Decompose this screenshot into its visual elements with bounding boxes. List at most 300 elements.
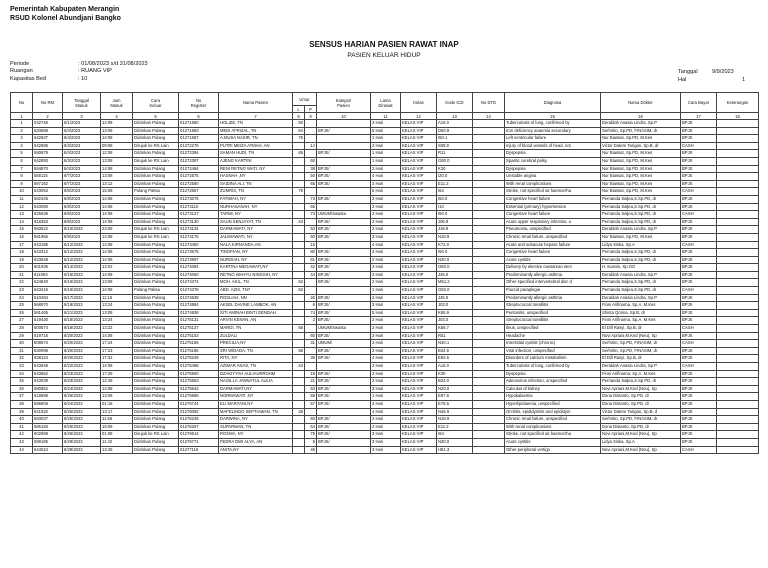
table-cell: 3 Hari	[371, 400, 401, 408]
table-cell: 1 Hari	[371, 157, 401, 165]
table-cell: 580852	[33, 385, 63, 393]
table-cell: NURHASANAH, NY	[219, 203, 293, 211]
table-cell: 14:08	[101, 218, 133, 226]
table-cell: 643039	[33, 378, 63, 386]
table-cell: BPJS/	[317, 294, 371, 302]
table-row	[11, 408, 759, 416]
table-cell: 2 Hari	[371, 363, 401, 371]
col-tanggal: Tanggal Masuk	[63, 93, 101, 113]
table-cell: BPJS/	[317, 317, 371, 325]
table-cell	[473, 355, 505, 363]
table-cell: KELAS VIP	[401, 241, 437, 249]
table-cell: ANITA,NY	[219, 446, 293, 454]
table-cell: 4 Hari	[371, 173, 401, 181]
table-cell: K65.9	[437, 309, 473, 317]
table-cell: 3 Hari	[371, 120, 401, 128]
table-cell: 8/10/2023	[63, 226, 101, 234]
table-cell: 643415	[33, 287, 63, 295]
table-cell	[473, 180, 505, 188]
table-cell: 3 Hari	[371, 438, 401, 446]
table-cell: 8/9/2023	[63, 203, 101, 211]
table-cell: 01275498	[179, 363, 219, 371]
table-cell: 8/25/2023	[63, 408, 101, 416]
table-cell: BPJS	[681, 279, 717, 287]
table-cell: BPJS/	[317, 127, 371, 135]
table-cell: UMUM/Swasta	[317, 325, 371, 333]
table-cell: UMUM/Swasta	[317, 211, 371, 219]
table-cell: KELAS VIP	[401, 317, 437, 325]
table-cell: 8/15/2023	[63, 271, 101, 279]
table-cell	[473, 142, 505, 150]
table-cell: KELAS VIP	[401, 347, 437, 355]
table-cell: Diizinkan Pulang	[133, 165, 179, 173]
table-cell: 589185	[33, 438, 63, 446]
table-cell: 23	[11, 287, 33, 295]
column-number: 16	[601, 113, 681, 120]
table-cell: Viral infection, unspecified	[505, 347, 601, 355]
table-cell: BPJS	[681, 135, 717, 143]
table-cell: 11:16	[101, 294, 133, 302]
column-number: 6	[179, 113, 219, 120]
table-cell: 12	[11, 203, 33, 211]
table-cell: 01275137	[179, 325, 219, 333]
table-cell: BPJS/	[317, 233, 371, 241]
table-cell: 01274378	[179, 287, 219, 295]
table-cell: Spastic cerebral palsy	[505, 157, 601, 165]
table-cell: BPJS/	[317, 332, 371, 340]
table-cell: BPJS	[681, 302, 717, 310]
table-cell: Other specified intervertebral disc d	[505, 279, 601, 287]
table-cell: K30	[437, 370, 473, 378]
table-cell	[473, 287, 505, 295]
table-cell: Deraldah Anasia Lindra, Sp.P	[601, 120, 681, 128]
table-cell: 39	[305, 355, 317, 363]
table-cell: 01275744	[179, 400, 219, 408]
table-cell: 14:08	[101, 203, 133, 211]
table-cell	[473, 385, 505, 393]
table-cell: 8/24/2023	[63, 385, 101, 393]
table-cell: 14:08	[101, 211, 133, 219]
table-cell	[305, 218, 317, 226]
table-cell: FATIMAH, NY	[219, 195, 293, 203]
col-no: No	[11, 93, 33, 113]
table-cell	[317, 408, 371, 416]
table-cell: BPJS	[681, 271, 717, 279]
table-cell: BPJS	[681, 127, 717, 135]
table-cell: K30	[437, 165, 473, 173]
table-cell: 75	[293, 135, 305, 143]
table-cell: KELAS VIP	[401, 287, 437, 295]
table-cell	[293, 370, 305, 378]
table-cell: G82.0	[437, 287, 473, 295]
table-cell: KELAS VIP	[401, 355, 437, 363]
table-cell	[305, 188, 317, 196]
table-cell	[473, 241, 505, 249]
table-cell: 8/3/2023	[63, 142, 101, 150]
table-cell: Diizinkan Pulang	[133, 325, 179, 333]
table-cell	[473, 271, 505, 279]
table-cell: Deraldah Anasia Lindra, Sp.P	[601, 294, 681, 302]
table-cell: 14:08	[101, 165, 133, 173]
table-cell: 580679	[33, 150, 63, 158]
table-cell: 4 Hari	[371, 355, 401, 363]
table-row	[11, 340, 759, 348]
table-cell	[473, 203, 505, 211]
table-cell	[293, 233, 305, 241]
table-cell: 12:49	[101, 378, 133, 386]
column-number: 1	[11, 113, 33, 120]
table-cell: Diizinkan Pulang	[133, 264, 179, 272]
table-cell	[473, 431, 505, 439]
table-cell	[317, 142, 371, 150]
table-cell: Diizinkan Pulang	[133, 302, 179, 310]
column-number: 13	[437, 113, 473, 120]
table-cell	[473, 378, 505, 386]
table-row	[11, 317, 759, 325]
table-cell: El Dill Rasyi, Sp.B, dr	[601, 355, 681, 363]
table-cell: N30.1	[437, 340, 473, 348]
table-cell	[473, 157, 505, 165]
table-cell: 14:08	[101, 363, 133, 371]
table-cell	[473, 218, 505, 226]
table-cell: Dona Distanto, Sp.PD, dr	[601, 423, 681, 431]
table-row	[11, 416, 759, 424]
table-cell: E11.2	[437, 180, 473, 188]
table-cell: Pernanda Saljea,S.Sp.PD, dr	[601, 378, 681, 386]
kapasitas-label: Kapasitas Bed	[10, 75, 47, 82]
table-cell: 64	[293, 127, 305, 135]
table-cell: BPJS/	[317, 423, 371, 431]
header-row	[11, 93, 759, 106]
table-cell: BPJS	[681, 385, 717, 393]
table-cell: Finni Arifinarna, Sp.A. M.Kes	[601, 317, 681, 325]
table-cell: 36	[11, 385, 33, 393]
table-cell	[473, 264, 505, 272]
table-cell: 1 Hari	[371, 150, 401, 158]
table-cell: 01274374	[179, 279, 219, 287]
table-cell: 13:08	[101, 173, 133, 181]
table-cell: Diizinkan Pulang	[133, 127, 179, 135]
table-cell: Congestive heart failure	[505, 249, 601, 257]
table-cell	[717, 393, 759, 401]
table-cell: SUPARMAN, TN	[219, 423, 293, 431]
table-cell: 16	[11, 233, 33, 241]
table-cell	[293, 249, 305, 257]
table-cell: Other peripheral vertigo	[505, 446, 601, 454]
table-cell	[293, 256, 305, 264]
table-cell: 01272657	[179, 188, 219, 196]
table-cell	[717, 165, 759, 173]
table-cell: Pernanda Saljea,S.Sp.PD, dr	[601, 195, 681, 203]
table-cell: Diizinkan Pulang	[133, 416, 179, 424]
table-cell: 8/24/2023	[63, 400, 101, 408]
table-cell	[473, 195, 505, 203]
table-cell: J18.9	[437, 226, 473, 234]
col-kodeicd: Kode ICD	[437, 93, 473, 113]
table-cell: J45.0	[437, 271, 473, 279]
table-cell: 8/15/2023	[63, 279, 101, 287]
table-cell	[717, 438, 759, 446]
table-cell: 80	[305, 249, 317, 257]
table-cell: 4 Hari	[371, 408, 401, 416]
table-cell	[293, 264, 305, 272]
table-cell: Diizinkan Pulang	[133, 120, 179, 128]
table-cell: BPJS/	[317, 226, 371, 234]
table-cell: CASH	[681, 446, 717, 454]
table-cell	[717, 271, 759, 279]
table-cell: Diizinkan Pulang	[133, 317, 179, 325]
table-cell: 01272580	[179, 180, 219, 188]
table-cell	[717, 120, 759, 128]
table-cell	[717, 363, 759, 371]
table-cell	[293, 157, 305, 165]
table-cell	[473, 233, 505, 241]
table-cell: 25	[11, 302, 33, 310]
table-cell: 35	[11, 378, 33, 386]
table-cell: 630096	[33, 347, 63, 355]
table-cell: Diizinkan Pulang	[133, 150, 179, 158]
table-cell: BPJS/	[317, 165, 371, 173]
table-cell: 15	[305, 241, 317, 249]
table-cell: 21	[305, 378, 317, 386]
table-cell: Novi Apriani,M.Ked (Neu), Sp	[601, 332, 681, 340]
table-cell: Congestive heart failure	[505, 211, 601, 219]
table-cell: Diizinkan Pulang	[133, 400, 179, 408]
table-cell: Hypokalaemia	[505, 393, 601, 401]
table-cell: Tuberculosis of lung, confirmed by	[505, 120, 601, 128]
table-cell	[293, 332, 305, 340]
table-cell: J03.0	[437, 302, 473, 310]
table-row	[11, 135, 759, 143]
table-cell: 17	[11, 241, 33, 249]
table-cell: 60	[305, 233, 317, 241]
table-cell: Deraldah Anasia Lindra, Sp.P	[601, 363, 681, 371]
table-cell: 13:08	[101, 157, 133, 165]
table-cell: 8/8/2023	[63, 188, 101, 196]
table-cell: 01273480	[179, 241, 219, 249]
table-cell: Diizinkan Pulang	[133, 180, 179, 188]
table-cell: 642837	[33, 135, 63, 143]
table-cell: BPJS/	[317, 347, 371, 355]
table-cell	[317, 241, 371, 249]
table-cell	[473, 317, 505, 325]
column-number: 9	[305, 113, 317, 120]
table-cell: CASH	[681, 325, 717, 333]
table-cell: 11:56	[101, 416, 133, 424]
table-cell: Diizinkan Pulang	[133, 332, 179, 340]
table-cell: 64	[305, 423, 317, 431]
table-cell: 587162	[33, 180, 63, 188]
col-lama: Lama Dirawat	[371, 93, 401, 113]
table-cell: BPJS	[681, 226, 717, 234]
col-norm: No RM	[33, 93, 63, 113]
table-cell: BPJS/	[317, 218, 371, 226]
periode-label: Periode	[10, 61, 30, 67]
table-cell: BPJS	[681, 180, 717, 188]
table-cell: Dirujuk ke RS Lain	[133, 233, 179, 241]
table-cell: BPJS/	[317, 385, 371, 393]
table-cell	[717, 287, 759, 295]
table-cell: Dirujuk ke RS Lain	[133, 226, 179, 234]
table-cell: BPJS	[681, 416, 717, 424]
table-row	[11, 332, 759, 340]
table-cell: Diizinkan Pulang	[133, 347, 179, 355]
table-cell: KELAS VIP	[401, 400, 437, 408]
table-cell: 63	[305, 385, 317, 393]
table-cell	[293, 271, 305, 279]
table-cell: 18	[305, 370, 317, 378]
table-cell: Pernanda Saljea,S.Sp.PD, dr	[601, 287, 681, 295]
table-cell: KARTINA MEGAWATI,NY	[219, 264, 293, 272]
table-cell: 042746	[33, 120, 63, 128]
table-cell	[293, 309, 305, 317]
table-cell	[473, 165, 505, 173]
table-cell	[473, 423, 505, 431]
table-cell: 01277116	[179, 446, 219, 454]
table-row	[11, 264, 759, 272]
table-cell: Diizinkan Pulang	[133, 195, 179, 203]
table-cell: KELAS VIP	[401, 165, 437, 173]
table-cell: N18.9	[437, 416, 473, 424]
table-cell: BPJS	[681, 317, 717, 325]
table-cell: 8/12/2023	[63, 241, 101, 249]
table-cell: 644024	[33, 446, 63, 454]
table-cell: 8/20/2023	[63, 347, 101, 355]
table-cell: 6	[11, 157, 33, 165]
table-cell: I10	[437, 203, 473, 211]
table-cell: 594870	[33, 165, 63, 173]
table-cell: RETNO WAHYU NINGSIH, NY	[219, 271, 293, 279]
table-cell: Diizinkan Pulang	[133, 241, 179, 249]
table-cell	[293, 203, 305, 211]
col-jam: Jam Masuk	[101, 93, 133, 113]
table-cell: Dyspepsia	[505, 370, 601, 378]
table-cell: 28	[293, 408, 305, 416]
table-cell	[305, 135, 317, 143]
table-cell	[305, 287, 317, 295]
table-cell: 60	[305, 332, 317, 340]
table-cell: 01274050	[179, 271, 219, 279]
table-cell: 01275550	[179, 370, 219, 378]
table-cell: AZIMAR ANAS, TN	[219, 363, 293, 371]
table-cell: 34	[11, 370, 33, 378]
table-row	[11, 446, 759, 454]
table-cell: 44	[305, 271, 317, 279]
table-cell: 01275642	[179, 385, 219, 393]
table-cell: KELAS VIP	[401, 302, 437, 310]
table-cell	[293, 195, 305, 203]
table-cell	[317, 188, 371, 196]
table-row	[11, 203, 759, 211]
table-cell: 3 Hari	[371, 180, 401, 188]
table-cell: CASH	[681, 211, 717, 219]
table-cell: 32	[11, 355, 33, 363]
table-cell: 50	[293, 120, 305, 128]
table-cell: R51	[437, 332, 473, 340]
table-cell: BPJS/	[317, 438, 371, 446]
table-cell: Diizinkan Pulang	[133, 279, 179, 287]
table-row	[11, 180, 759, 188]
table-cell: Pernanda Saljea,S.Sp.PD, dr	[601, 211, 681, 219]
table-cell: BPJS	[681, 309, 717, 317]
table-cell: 01272394	[179, 150, 219, 158]
table-cell: 3 Hari	[371, 271, 401, 279]
table-cell: Pernanda Saljea,S.Sp.PD, dr	[601, 203, 681, 211]
table-cell: 13:12	[101, 180, 133, 188]
table-cell: 3 Hari	[371, 195, 401, 203]
column-number: 7	[219, 113, 293, 120]
table-cell: KELAS VIP	[401, 423, 437, 431]
table-cell: 01275688	[179, 393, 219, 401]
table-cell	[293, 340, 305, 348]
table-cell: D50.9	[437, 127, 473, 135]
table-cell: Stroke, not specified as haemorrha	[505, 431, 601, 439]
table-cell	[473, 135, 505, 143]
table-cell: Ileus, unspecified	[505, 325, 601, 333]
table-cell: 01273127	[179, 211, 219, 219]
table-cell: 14:08	[101, 241, 133, 249]
table-cell: DZAKIYYAH AULIAURROHM	[219, 370, 293, 378]
table-cell: KELAS VIP	[401, 340, 437, 348]
table-cell: KELAS VIP	[401, 233, 437, 241]
table-cell	[293, 165, 305, 173]
table-cell: 01:18	[101, 400, 133, 408]
table-cell: 13	[11, 211, 33, 219]
table-cell: Diizinkan Pulang	[133, 135, 179, 143]
table-row	[11, 385, 759, 393]
table-cell	[717, 325, 759, 333]
table-cell: 1 Hari	[371, 287, 401, 295]
table-cell: 2 Hari	[371, 416, 401, 424]
table-cell: TINOPIAN, NY	[219, 249, 293, 257]
table-cell: 17:23	[101, 347, 133, 355]
table-cell: 8/7/2023	[63, 173, 101, 181]
table-cell	[473, 150, 505, 158]
table-row	[11, 157, 759, 165]
table-cell: B34.9	[437, 347, 473, 355]
col-carabayar: Cara Bayar	[681, 93, 717, 113]
table-cell: 595808	[33, 400, 63, 408]
table-cell: El Dill Rasyi, Sp.B, dr	[601, 325, 681, 333]
table-cell	[293, 226, 305, 234]
table-cell: Nur Biassat, Sp.PD, M.Kes	[601, 180, 681, 188]
table-cell	[717, 302, 759, 310]
table-cell: 585183	[33, 423, 63, 431]
table-cell: 10	[11, 188, 33, 196]
table-cell: Diizinkan Pulang	[133, 309, 179, 317]
table-cell: KELAS VIP	[401, 325, 437, 333]
table-cell: KELAS VIP	[401, 416, 437, 424]
table-cell: KELAS VIP	[401, 195, 437, 203]
table-cell: Diizinkan Pulang	[133, 363, 179, 371]
table-row	[11, 294, 759, 302]
column-number: 2	[33, 113, 63, 120]
table-row	[11, 309, 759, 317]
table-cell: 46	[305, 446, 317, 454]
table-cell: BPJS	[681, 120, 717, 128]
table-cell: Nur Biassat, Sp.PD, M.Kes	[601, 173, 681, 181]
table-cell: 8/12/2023	[63, 256, 101, 264]
table-cell: Deraldah Anasia Lindra, Sp.P	[601, 271, 681, 279]
table-cell	[473, 416, 505, 424]
table-cell: Diizinkan Pulang	[133, 446, 179, 454]
table-cell: 8/20/2023	[63, 332, 101, 340]
table-row	[11, 165, 759, 173]
table-row	[11, 431, 759, 439]
table-cell: Dirujuk ke RS Lain	[133, 431, 179, 439]
table-cell: Nur Biassat, Sp.PD, M.Kes	[601, 150, 681, 158]
table-cell: BPJS	[681, 393, 717, 401]
